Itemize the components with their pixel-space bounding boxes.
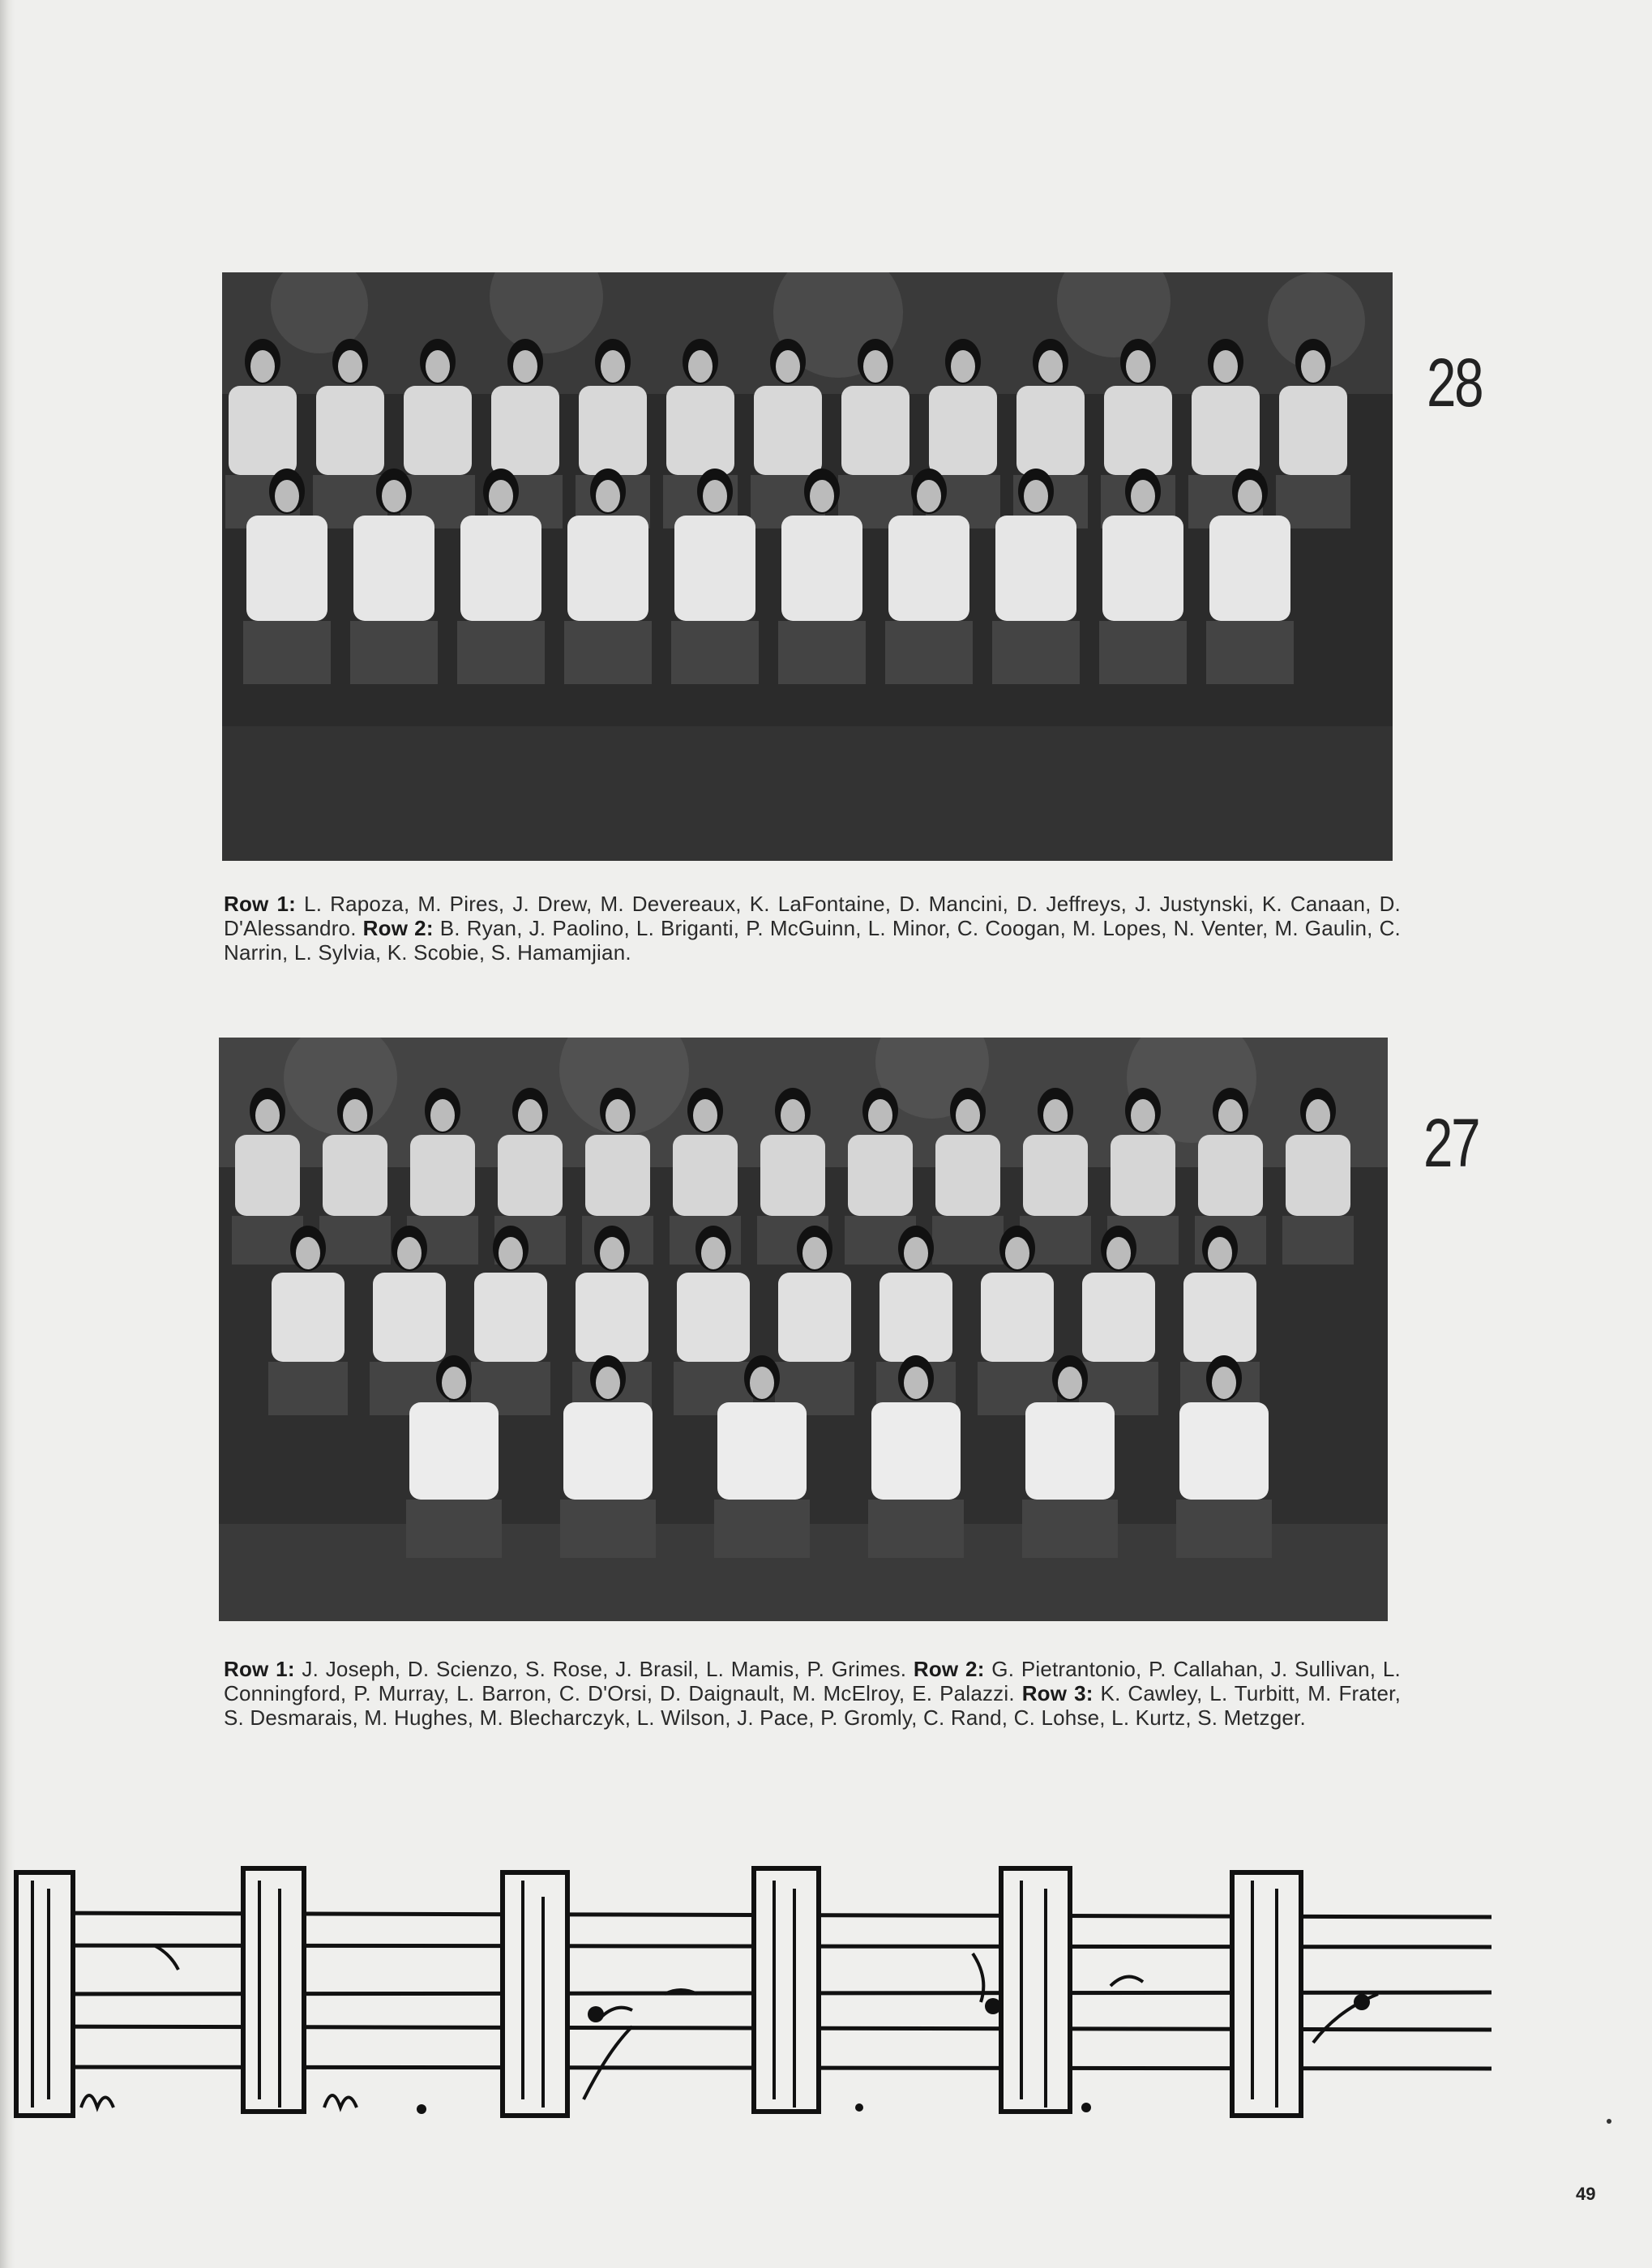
fence-illustration [0,1856,1508,2132]
speck [1607,2119,1611,2124]
group-number-28: 28 [1427,344,1483,421]
group-number-27: 27 [1423,1105,1479,1181]
page-number: 49 [1576,2184,1596,2204]
caption-row-names: L. Rapoza, M. Pires, J. Drew, M. Devereaux, K. LaFontaine, D. Mancini, D. Jeffreys, J. Justynski, K. Canaan, D. D'Alessandro. [224,892,1401,940]
caption-group-27 [224,1657,1401,1730]
caption-row-label: Row 2: [362,916,434,940]
group-photo-27 [219,1038,1388,1621]
caption-row-label: Row 1: [224,1657,295,1681]
caption-row-names: G. Pietrantonio, P. Callahan, J. Sullivan, L. Conningford, P. Murray, L. Barron, C. D'Orsi, D. Daignault, M. McElroy, E. Palazzi. [224,1657,1401,1705]
group-photo-28-image [222,272,1393,861]
group-photo-27-image [219,1038,1388,1621]
caption-group-28 [224,892,1401,965]
caption-row-label: Row 1: [224,892,297,916]
caption-row-label: Row 3: [1021,1681,1093,1705]
group-photo-28 [222,272,1393,861]
caption-row-label: Row 2: [913,1657,985,1681]
caption-row-names: J. Joseph, D. Scienzo, S. Rose, J. Brasil, L. Mamis, P. Grimes. [294,1657,914,1681]
caption-row-names: K. Cawley, L. Turbitt, M. Frater, S. Desmarais, M. Hughes, M. Blecharczyk, L. Wilson, J. Pace, P. Gromly, C. Rand, C. Lohse, L. Kurtz, S. Metzger. [224,1681,1401,1730]
caption-row-names: B. Ryan, J. Paolino, L. Briganti, P. McGuinn, L. Minor, C. Coogan, M. Lopes, N. Venter, M. Gaulin, C. Narrin, L. Sylvia, K. Scobie, S. Hamamjian. [224,916,1401,965]
